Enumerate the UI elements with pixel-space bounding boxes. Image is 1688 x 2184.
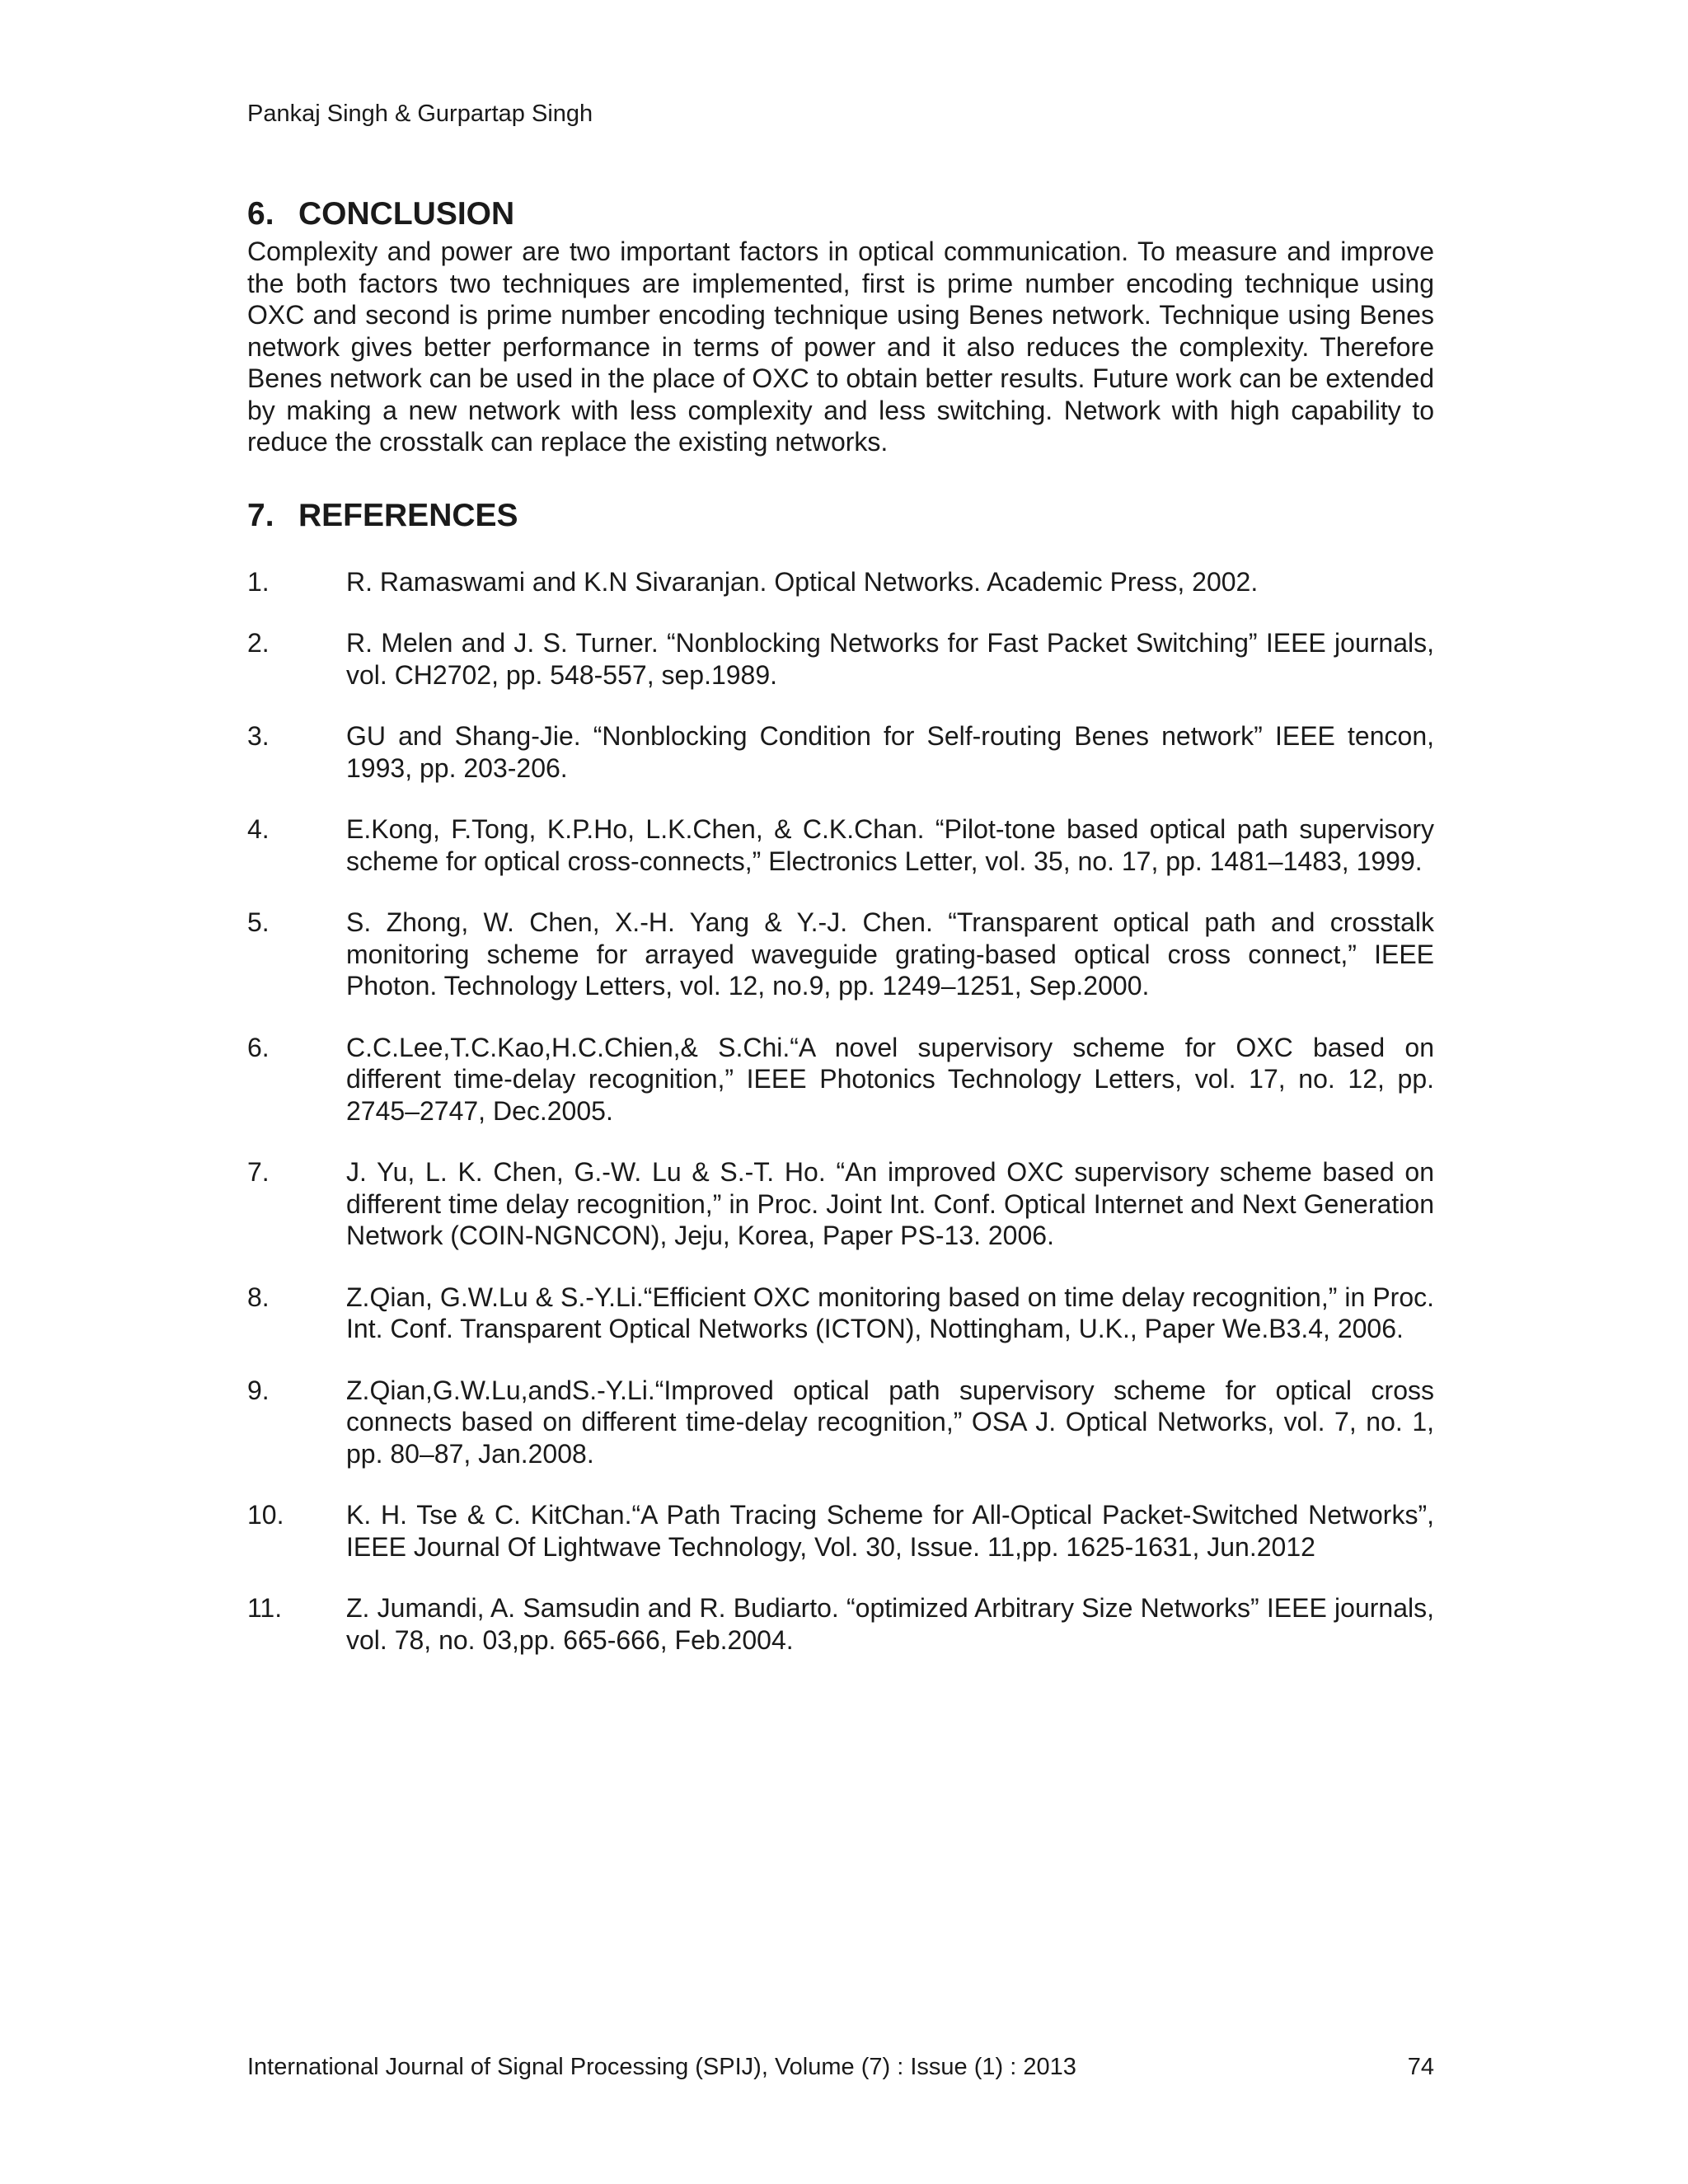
reference-number: 8. [247, 1282, 270, 1312]
conclusion-paragraph: Complexity and power are two important factors in optical communication. To measure and improve the both factors two techniques are implemented, first is prime number encoding technique using OXC and second is prime number encoding technique using Benes network. Technique using Benes network gives better performance in terms of power and it also reduces the complexity. Therefore Benes network can be used in the place of OXC to obtain better results. Future work can be extended by making a new network with less complexity and less switching. Network with high capability to reduce the crosstalk can replace the existing networks. [247, 237, 1434, 457]
references-section-number: 7. [247, 497, 274, 533]
reference-text: R. Melen and J. S. Turner. “Nonblocking Networks for Fast Packet Switching” IEEE journals, vol. CH2702, pp. 548-557, sep.1989. [346, 628, 1434, 690]
reference-text: S. Zhong, W. Chen, X.-H. Yang & Y.-J. Chen. “Transparent optical path and crosstalk monitoring scheme for arrayed waveguide grating-based optical cross connect,” IEEE Photon. Technology Letters, vol. 12, no.9, pp. 1249–1251, Sep.2000. [346, 907, 1434, 1001]
reference-text: J. Yu, L. K. Chen, G.-W. Lu & S.-T. Ho. “An improved OXC supervisory scheme based on different time delay recognition,” in Proc. Joint Int. Conf. Optical Internet and Next Generation Network (COIN-NGNCON), Jeju, Korea, Paper PS-13. 2006. [346, 1157, 1434, 1250]
reference-item [247, 720, 1434, 784]
reference-item [247, 1499, 1434, 1563]
page-content [247, 194, 1434, 1685]
footer-journal-info: International Journal of Signal Processing (SPIJ), Volume (7) : Issue (1) : 2013 [247, 2054, 1076, 2080]
reference-number: 10. [247, 1500, 284, 1530]
reference-text: GU and Shang-Jie. “Nonblocking Condition for Self-routing Benes network” IEEE tencon, 1993, pp. 203-206. [346, 721, 1434, 783]
reference-item [247, 907, 1434, 1002]
reference-number: 9. [247, 1375, 270, 1405]
reference-text: Z.Qian,G.W.Lu,andS.-Y.Li.“Improved optical path supervisory scheme for optical cross connects based on different time-delay recognition,” OSA J. Optical Networks, vol. 7, no. 1, pp. 80–87, Jan.2008. [346, 1375, 1434, 1469]
reference-number: 3. [247, 721, 270, 751]
reference-item [247, 1592, 1434, 1656]
reference-item [247, 1375, 1434, 1470]
reference-item [247, 1156, 1434, 1252]
conclusion-title: CONCLUSION [298, 196, 515, 232]
reference-text: K. H. Tse & C. KitChan.“A Path Tracing Scheme for All-Optical Packet-Switched Networks”, IEEE Journal Of Lightwave Technology, Vol. 30, Issue. 11,pp. 1625-1631, Jun.2012 [346, 1500, 1434, 1562]
reference-number: 7. [247, 1157, 270, 1187]
reference-number: 2. [247, 628, 270, 658]
reference-number: 1. [247, 566, 270, 597]
reference-text: R. Ramaswami and K.N Sivaranjan. Optical Networks. Academic Press, 2002. [346, 566, 1259, 597]
footer-page-number: 74 [1407, 2054, 1434, 2080]
reference-item [247, 813, 1434, 877]
conclusion-heading [247, 194, 1434, 234]
reference-item [247, 1032, 1434, 1127]
reference-text: Z. Jumandi, A. Samsudin and R. Budiarto. “optimized Arbitrary Size Networks” IEEE journals, vol. 78, no. 03,pp. 665-666, Feb.2004. [346, 1593, 1434, 1655]
reference-number: 6. [247, 1032, 270, 1062]
reference-text: C.C.Lee,T.C.Kao,H.C.Chien,& S.Chi.“A novel supervisory scheme for OXC based on different time-delay recognition,” IEEE Photonics Technology Letters, vol. 17, no. 12, pp. 2745–2747, Dec.2005. [346, 1032, 1434, 1126]
reference-number: 11. [247, 1593, 283, 1623]
reference-text: Z.Qian, G.W.Lu & S.-Y.Li.“Efficient OXC monitoring based on time delay recognition,” in Proc. Int. Conf. Transparent Optical Networks (ICTON), Nottingham, U.K., Paper We.B3.4, 2006. [346, 1282, 1434, 1343]
reference-text: E.Kong, F.Tong, K.P.Ho, L.K.Chen, & C.K.Chan. “Pilot-tone based optical path supervisory scheme for optical cross-connects,” Electronics Letter, vol. 35, no. 17, pp. 1481–1483, 1999. [346, 814, 1434, 876]
references-title: REFERENCES [298, 497, 518, 533]
conclusion-section-number: 6. [247, 196, 274, 232]
running-head-authors: Pankaj Singh & Gurpartap Singh [247, 101, 593, 127]
reference-list [247, 566, 1434, 1657]
reference-item [247, 1282, 1434, 1345]
reference-number: 4. [247, 814, 270, 844]
reference-item [247, 566, 1434, 598]
references-heading [247, 496, 1434, 536]
reference-number: 5. [247, 907, 270, 937]
reference-item [247, 627, 1434, 691]
